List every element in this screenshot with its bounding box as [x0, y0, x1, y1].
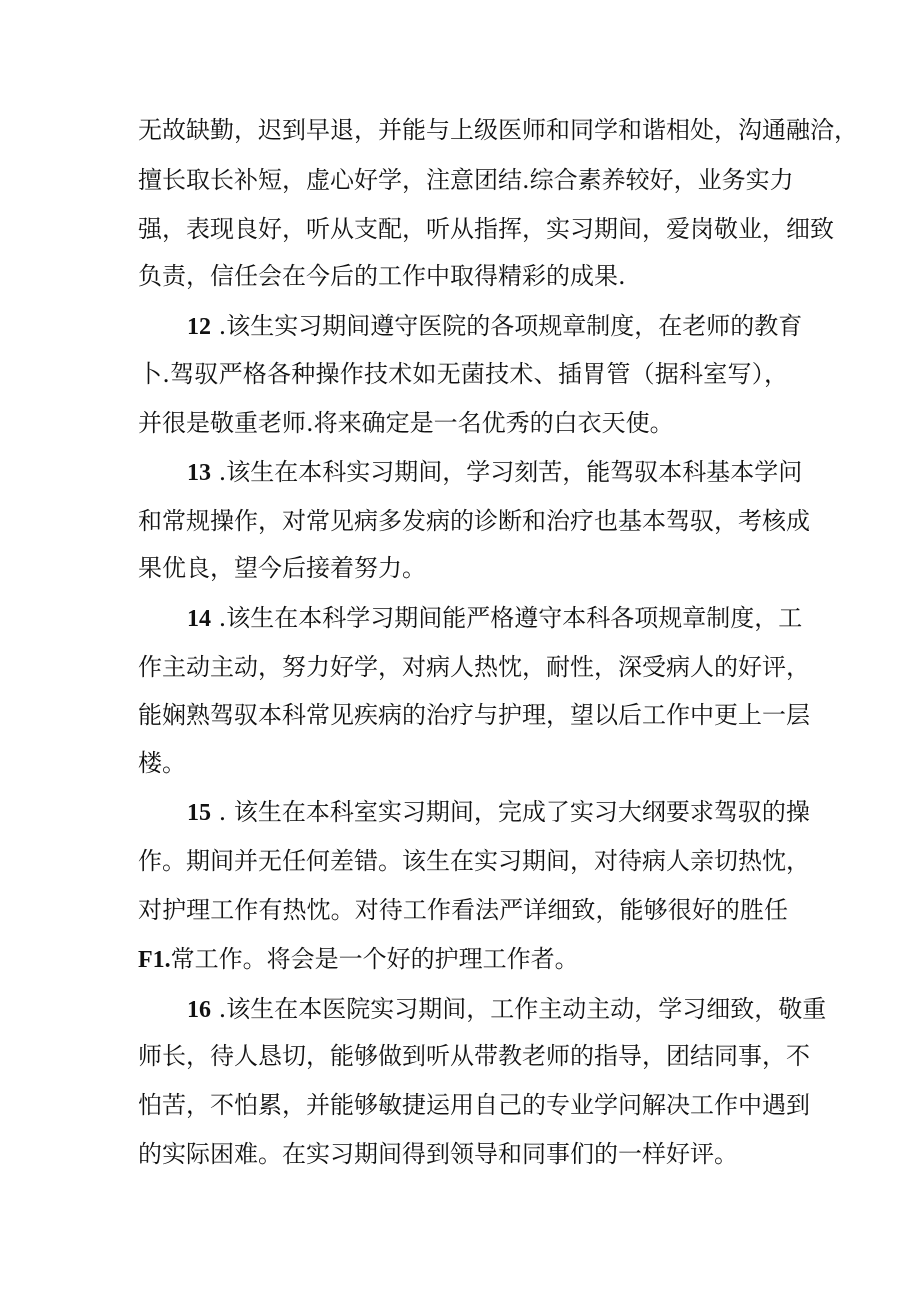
item-number: 14: [187, 606, 211, 632]
text-span: . 该生在本科室实习期间，完成了实习大纲要求驾驭的操: [211, 798, 810, 826]
text-line: 怕苦，不怕累，并能够敏捷运用自己的专业学问解决工作中遇到: [138, 1091, 810, 1119]
text-span: .该生在本科学习期间能严格遵守本科各项规章制度，工: [211, 604, 803, 632]
item-number: 13: [187, 460, 211, 486]
text-line: 的实际困难。在实习期间得到领导和同事们的一样好评。: [138, 1140, 738, 1168]
text-line: 作。期间并无任何差错。该生在实习期间，对待病人亲切热忱，: [138, 847, 810, 875]
text-line: 和常规操作，对常见病多发病的诊断和治疗也基本驾驭，考核成: [138, 507, 810, 535]
text-line: 能娴熟驾驭本科常见疾病的治疗与护理，望以后工作中更上一层: [138, 701, 810, 729]
paragraph-15-last-line: [138, 945, 788, 974]
paragraph-13-first-line: [187, 458, 803, 487]
item-number: 12: [187, 314, 211, 340]
item-number: 16: [187, 997, 211, 1023]
text-line: 无故缺勤，迟到早退，并能与上级医师和同学和谐相处，沟通融洽，: [138, 116, 858, 144]
paragraph-12-first-line: [187, 312, 803, 341]
paragraph-15-first-line: [187, 798, 810, 827]
text-span: 常工作。将会是一个好的护理工作者。: [170, 945, 579, 973]
text-line: 师长，待人恳切，能够做到听从带教老师的指导，团结同事，不: [138, 1042, 810, 1070]
text-line: 并很是敬重老师.将来确定是一名优秀的白衣天使。: [138, 409, 674, 437]
item-number: 15: [187, 800, 211, 826]
text-line: 强，表现良好，听从支配，听从指挥，实习期间，爱岗敬业，细致: [138, 215, 834, 243]
text-span: .该生在本医院实习期间，工作主动主动，学习细致，敬重: [211, 995, 827, 1023]
text-line: 对护理工作有热忱。对待工作看法严详细致，能够很好的胜任: [138, 896, 788, 924]
text-line: 卜.驾驭严格各种操作技术如无菌技术、插胃管（据科室写），: [138, 360, 788, 388]
paragraph-16-first-line: [187, 995, 827, 1024]
paragraph-14-first-line: [187, 604, 803, 633]
text-span: .该生实习期间遵守医院的各项规章制度，在老师的教育: [211, 312, 803, 340]
text-line: 擅长取长补短，虚心好学，注意团结.综合素养较好，业务实力: [138, 166, 794, 194]
text-line: 楼。: [138, 749, 186, 777]
line-prefix: F1.: [138, 947, 171, 973]
text-line: 负责，信任会在今后的工作中取得精彩的成果.: [138, 262, 626, 290]
text-line: 果优良，望今后接着努力。: [138, 554, 426, 582]
text-line: 作主动主动，努力好学，对病人热忱，耐性，深受病人的好评，: [138, 653, 810, 681]
text-span: .该生在本科实习期间，学习刻苦，能驾驭本科基本学问: [211, 458, 803, 486]
